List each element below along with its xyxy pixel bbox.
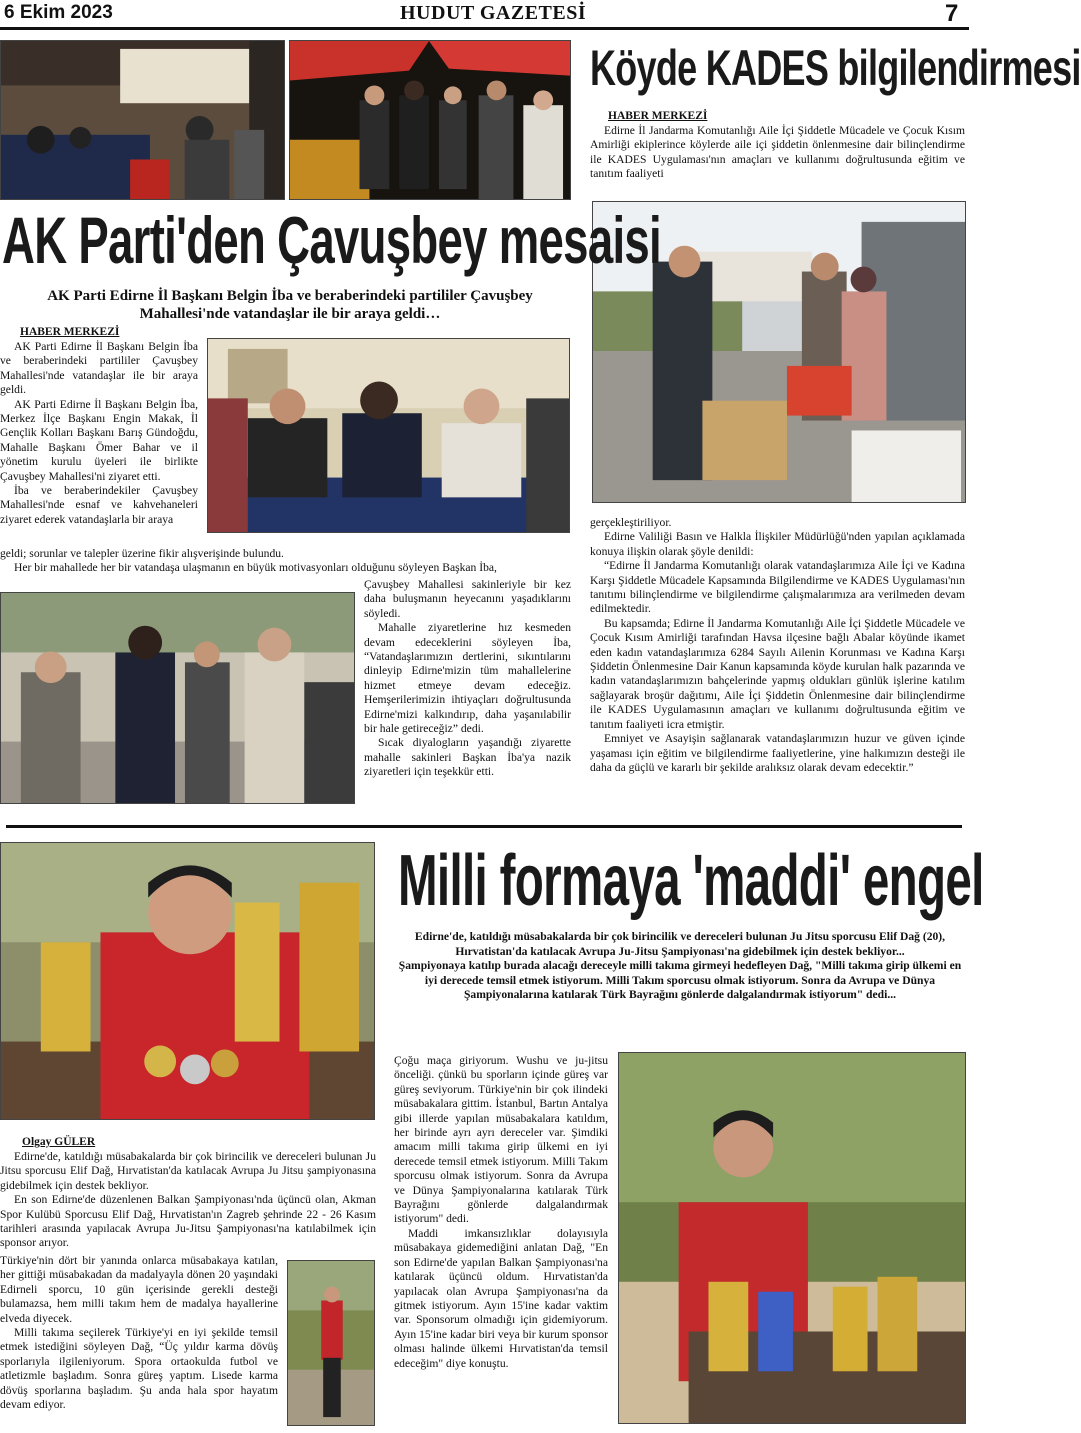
akparti-headline: AK Parti'den Çavuşbey mesaisi <box>2 203 662 277</box>
akparti-paragraph: İba ve beraberindekiler Çavuşbey Mahallesi'nde esnaf ve kahvehaneleri ziyaret ederek vatandaşlarla bir araya <box>0 484 198 526</box>
akparti-right-column <box>364 578 571 780</box>
forma-left-narrow-column <box>0 1254 278 1412</box>
header-rule <box>0 27 969 30</box>
akparti-paragraph: Mahalle ziyaretlerine hız kesmeden devam edeceklerini söyleyen İba, “Vatandaşlarımızın dertlerini, sıkıntılarını dinleyip Edirne'mizin tüm mahallelerine hizmet etmeye devam edeceğiz. Hemşerilerimizin ihtiyaçları doğrultusunda Edirne'mizi kalkındırıp, daha yaşanılabilir bir hale getireceğiz” dedi. <box>364 621 571 736</box>
kades-paragraph: Emniyet ve Asayişin sağlanarak vatandaşlarımızın huzur ve güven içinde yaşaması için eğitim ve bilgilendirme faaliyetlerine, yine halkımızın desteği ile daha da güçlü ve kararlı bir şekilde aralıksız olarak devam edecektir.” <box>590 732 965 774</box>
akparti-full-line <box>0 547 570 576</box>
akparti-paragraph: Her bir mahallede her bir vatandaşa ulaşmanın en büyük motivasyonları olduğunu söyleyen Başkan İba, <box>14 561 497 575</box>
kades-paragraph: gerçekleştiriliyor. <box>590 516 672 529</box>
forma-middle-column <box>394 1054 608 1371</box>
forma-paragraph: Çoğu maça giriyorum. Wushu ve ju-jitsu önceliği. çünkü bu sporların içinde güreş var güreş seviyorum. Türkiye'nin bir çok ilindeki müsabakalara gittim. İstanbul, Bartın Antalya gibi illerde yapılan müsabakalara katıldım, her birinde ayrı ayrı dereceler var. Şimdiki amacım milli takıma girip ülkemi en iyi derecede temsil etmek istiyorum. Milli Takım sporcusu olmak istiyorum. Sonra da Avrupa ve Dünya Şampiyonalarına katılarak Türk Bayrağını gönlerde dalgalandırmak istiyorum" dedi. <box>394 1054 608 1226</box>
night-visit-photo <box>289 40 571 200</box>
forma-paragraph: Türkiye'nin dört bir yanında onlarca müsabakaya katılan, her gittiği müsabakadan da madalyayla dönen 20 yaşındaki Edirneli sporcu, 10 gün içerisinde gerekli desteği bulamazsa, hem milli takım hem de madalya hayallerine elveda diyecek. <box>0 1254 278 1325</box>
akparti-paragraph: Çavuşbey Mahallesi sakinleriyle bir kez daha buluşmanın heyecanını yaşadıklarını söyledi. <box>364 578 571 620</box>
forma-left-column <box>0 1150 376 1251</box>
kades-headline: Köyde KADES bilgilendirmesi <box>590 40 1081 96</box>
kades-intro <box>590 124 965 182</box>
forma-paragraph: En son Edirne'de düzenlenen Balkan Şampiyonası'nda üçüncü olan, Akman Spor Kulübü Sporcusu Elif Dağ, Hırvatistan'ın Zagreb şehrinde 22 - 26 Kasım tarihleri arasında yapılacak Avrupa Ju-Jitsu Şampiyonası'na katılabilmek için sponsor arıyor. <box>0 1193 376 1250</box>
akparti-left-column <box>0 340 198 527</box>
issue-date: 6 Ekim 2023 <box>4 2 113 23</box>
athlete-fighting-stance-photo <box>618 1052 966 1424</box>
forma-lead-2: Şampiyonaya katılıp burada alacağı dereceyle milli takıma girmeyi hedefleyen Dağ, "Milli takıma girip ülkemi en iyi derecede temsil etmek istiyorum. Milli Takım sporcusu olmak istiyorum. Sonra da Avrupa ve Dünya Şampiyonalarına katılarak Türk Bayrağını gönlerde dalgalandırmak istiyorum" dedi... <box>398 959 962 1002</box>
akparti-paragraph: Sıcak diyalogların yaşandığı ziyarette mahalle sakinleri Başkan İba'ya nazik ziyaretleri için teşekkür etti. <box>364 736 571 779</box>
forma-headline: Milli formaya 'maddi' engel <box>398 841 984 921</box>
newspaper-name: HUDUT GAZETESİ <box>400 2 587 24</box>
akparti-byline: HABER MERKEZİ <box>20 326 120 338</box>
forma-paragraph: Edirne'de, katıldığı müsabakalarda bir çok birincilik ve dereceleri bulunan Ju Jitsu sporcusu Elif Dağ, Hırvatistan'da katılacak Avrupa Ju Jitsu şampiyonasına gidebilmek için destek bekliyor. <box>0 1150 376 1192</box>
akparti-paragraph: geldi; sorunlar ve talepler üzerine fikir alışverişinde bulundu. <box>0 547 284 560</box>
forma-lead <box>395 930 965 1003</box>
section-rule <box>6 825 962 828</box>
page-number: 7 <box>945 0 959 27</box>
kades-intro-text: Edirne İl Jandarma Komutanlığı Aile İçi Şiddetle Mücadele ve Çocuk Kısım Amirliği ekiplerince köylerde aile içi şiddetin önlenmesine dair bilinçlendirme ile KADES Uygulaması'nın amaçları ve kullanımı doğrultusunda eğitim ve tanıtım faaliyeti <box>590 124 965 181</box>
kades-body <box>590 516 965 775</box>
akparti-paragraph: AK Parti Edirne İl Başkanı Belgin İba, Merkez İlçe Başkanı Engin Makak, İl Gençlik Kolları Başkanı Barış Gündoğdu, Mahalle Başkanı Ömer Bahar ve il yönetim kurulu üyeleri ile birlikte Çavuşbey Mahallesi'ni ziyaret etti. <box>0 397 198 483</box>
akparti-street-photo <box>0 592 355 804</box>
forma-lead-1: Edirne'de, katıldığı müsabakalarda bir çok birincilik ve dereceleri bulunan Ju Jitsu sporcusu Elif Dağ (20), Hırvatistan'da katılacak Avrupa Ju-Jitsu Şampiyonası'na gidebilmek için destek bekliyor... <box>414 930 946 958</box>
akparti-paragraph: AK Parti Edirne İl Başkanı Belgin İba ve beraberindeki partililer Çavuşbey Mahallesi'nde vatandaşlar ile bir araya geldi. <box>0 340 198 397</box>
kades-paragraph: “Edirne İl Jandarma Komutanlığı olarak vatandaşlarımıza Aile İçi ve Kadına Karşı Şiddetle Mücadele Kapsamında Bilgilendirme ve KADES Uygulaması'nın tanıtımı bilinçlendirme ve bilgilendirme çalışmalarımıza ara verilmeden devam edilmektedir. <box>590 559 965 616</box>
forma-paragraph: Milli takıma seçilerek Türkiye'yi en iyi şekilde temsil etmek istediğini söyleyen Dağ, “Üç yıldır karma dövüş sporlarıyla ilgileniyorum. Spora ortaokulda futbol ve atletizmle başladım. Sonra güreş yaptım. Lisede karma dövüş sporlarına başladım. Şu anda hala spor hayatım devam ediyor. <box>0 1326 278 1412</box>
cafe-meeting-photo <box>0 40 285 200</box>
forma-paragraph: Maddi imkansızlıklar dolayısıyla müsabakaya gidemediğini anlatan Dağ, "En son Edirne'de yapılan Balkan Şampiyonası'na katılarak üçüncü oldum. Hırvatistan'da yapılacak olan Avrupa Şampiyonası'na da gitmek istiyorum. Ayın 15'ine kadar vaktim var. Sponsorum olmadığı için gidemiyorum. Ayın 15'ine kadar biri veya bir kurum sponsor olması halinde ülkemi Hırvatistan'da temsil edeceğim" diye konuştu. <box>394 1226 608 1370</box>
kades-byline: HABER MERKEZİ <box>608 110 708 122</box>
akparti-subhead: AK Parti Edirne İl Başkanı Belgin İba ve beraberindeki partililer Çavuşbey Mahallesi'nde vatandaşlar ile bir araya geldi… <box>47 288 533 322</box>
forma-byline: Olgay GÜLER <box>22 1136 96 1148</box>
kades-paragraph: Edirne Valiliği Basın ve Halkla İlişkiler Müdürlüğü'nden yapılan açıklamada konuya ilişkin olarak şöyle denildi: <box>590 530 965 558</box>
akparti-table-photo <box>207 338 570 533</box>
kades-paragraph: Bu kapsamda; Edirne İl Jandarma Komutanlığı Aile İçi Şiddetle Mücadele ve Çocuk Kısım Amirliği tarafından Havsa ilçesine bağlı Abalar köyünde ikamet eden kadın vatandaşlarımıza 6284 Sayılı Ailenin Korunması ve Kadına Karşı Şiddetin Önlenmesine Dair Kanun kapsamında köyde kurulan halk pazarında ve kadın vatandaşlarımızın bahçelerinde yapmış oldukları günlük işlerine katılım sağlayarak broşür dağıtımı, Aile İçi Şiddetin Önlenmesine dair bilinçlendirme ile KADES Uygulamasının amaçları ve kullanımı doğrultusunda eğitim ve tanıtım faaliyeti icra etmiştir. <box>590 616 965 731</box>
athlete-trophies-photo <box>0 842 375 1120</box>
athlete-park-photo <box>287 1260 375 1426</box>
